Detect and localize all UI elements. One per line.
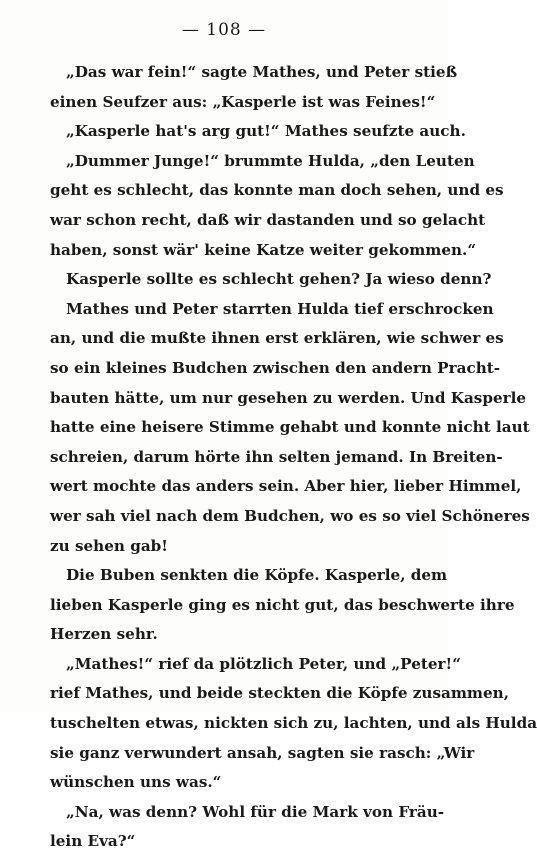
page-number: — 108 — xyxy=(181,20,267,40)
text-line: Mathes und Peter starrten Hulda tief erschrocken xyxy=(66,299,494,318)
text-line: wünschen uns was.“ xyxy=(50,773,222,792)
text-line: zu sehen gab! xyxy=(50,536,168,555)
text-line: geht es schlecht, das konnte man doch sehen, und es xyxy=(50,181,504,200)
text-line: sie ganz verwundert ansah, sagten sie rasch: „Wir xyxy=(50,743,475,762)
text-line: wer sah viel nach dem Budchen, wo es so viel Schöneres xyxy=(50,506,530,525)
text-line: „Dummer Junge!“ brummte Hulda, „den Leuten xyxy=(66,151,475,170)
text-line: schreien, darum hörte ihn selten jemand. In Breiten- xyxy=(50,447,503,466)
text-line: lieben Kasperle ging es nicht gut, das beschwerte ihre xyxy=(50,595,515,614)
text-line: „Kasperle hat's arg gut!“ Mathes seufzte auch. xyxy=(66,122,466,141)
body-text xyxy=(50,58,537,857)
text-line: Herzen sehr. xyxy=(50,625,158,644)
text-line: war schon recht, daß wir dastanden und so gelacht xyxy=(50,210,486,229)
text-line: lein Eva?“ xyxy=(50,832,136,851)
text-line: hatte eine heisere Stimme gehabt und konnte nicht laut xyxy=(50,418,530,437)
text-line: „Das war fein!“ sagte Mathes, und Peter stieß xyxy=(66,63,458,81)
text-line: bauten hätte, um nur gesehen zu werden. Und Kasperle xyxy=(50,388,527,407)
text-line: Kasperle sollte es schlecht gehen? Ja wieso denn? xyxy=(66,270,492,289)
text-line: wert mochte das anders sein. Aber hier, lieber Himmel, xyxy=(50,477,522,496)
text-line: Die Buben senkten die Köpfe. Kasperle, dem xyxy=(66,566,448,585)
text-line: rief Mathes, und beide steckten die Köpfe zusammen, xyxy=(50,684,509,703)
text-line: tuschelten etwas, nickten sich zu, lachten, und als Hulda xyxy=(50,714,537,733)
text-line: an, und die mußte ihnen erst erklären, wie schwer es xyxy=(50,329,504,348)
text-line: „Na, was denn? Wohl für die Mark von Fräu- xyxy=(66,802,445,821)
text-line: einen Seufzer aus: „Kasperle ist was Feines!“ xyxy=(50,92,436,111)
text-line: haben, sonst wär' keine Katze weiter gekommen.“ xyxy=(50,240,477,259)
text-line: so ein kleines Budchen zwischen den andern Pracht- xyxy=(50,358,501,377)
text-line: „Mathes!“ rief da plötzlich Peter, und „Peter!“ xyxy=(66,654,461,673)
